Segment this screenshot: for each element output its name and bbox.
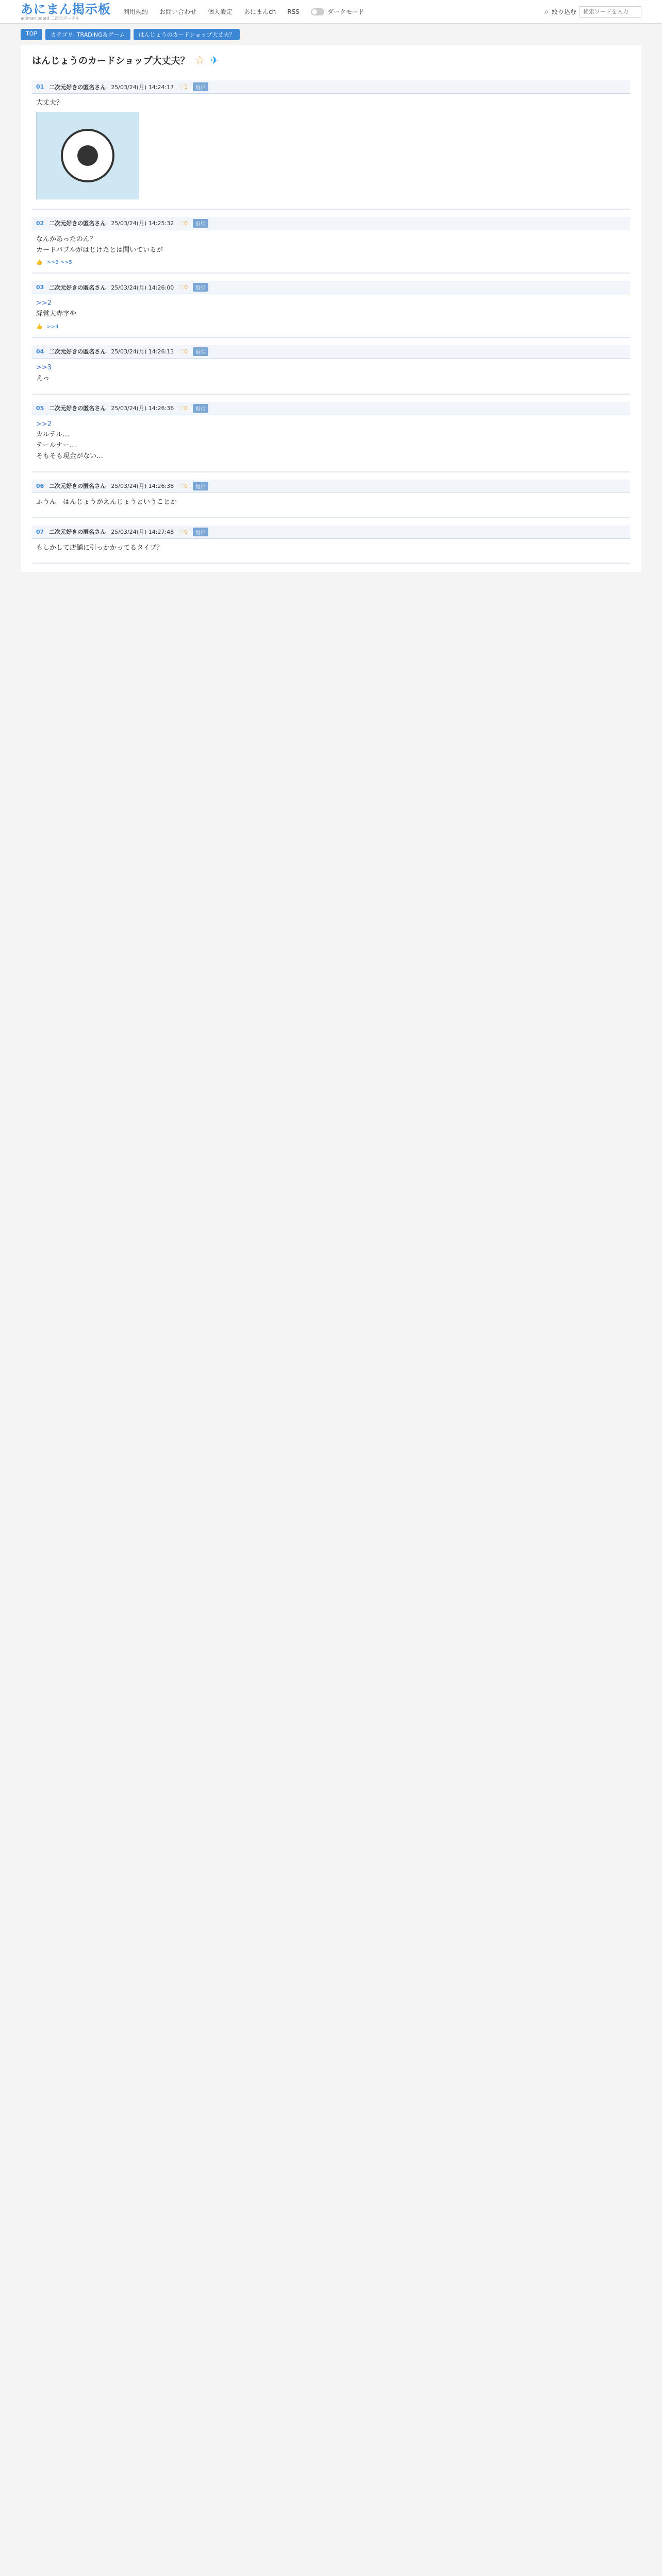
- dark-mode-toggle[interactable]: [311, 7, 365, 16]
- post: [32, 73, 630, 210]
- post-header: [32, 402, 630, 415]
- post-header: [32, 526, 630, 539]
- post-date: 25/03/24(月) 14:27:48: [111, 529, 174, 536]
- thread-container: [21, 45, 641, 572]
- post-header: [32, 345, 630, 359]
- search-icon[interactable]: ⌕: [544, 7, 549, 16]
- reply-button[interactable]: 返信: [193, 404, 208, 413]
- breadcrumb-thread[interactable]: はんじょうのカードショップ大丈夫？: [134, 29, 240, 40]
- post-body: [32, 359, 630, 386]
- thumbs-up-icon[interactable]: 👍: [36, 260, 43, 266]
- post-header: [32, 217, 630, 230]
- reply-links[interactable]: >>4: [46, 324, 59, 330]
- post-line[interactable]: >>2: [36, 299, 52, 308]
- post-author: 二次元好きの匿名さん: [49, 529, 106, 536]
- like-count[interactable]: ♡0: [179, 284, 188, 291]
- nav-settings[interactable]: 個人設定: [208, 8, 233, 15]
- nav-animanch[interactable]: あにまんch: [244, 8, 276, 15]
- post-number[interactable]: 05: [36, 404, 44, 412]
- post-header: [32, 80, 630, 94]
- like-count[interactable]: ♡1: [179, 83, 188, 90]
- post-author: 二次元好きの匿名さん: [49, 348, 106, 355]
- post-list: [32, 73, 630, 564]
- dark-mode-label: ダークモード: [327, 8, 365, 15]
- breadcrumb-top[interactable]: TOP: [21, 29, 42, 40]
- post-line: テールナー…: [36, 442, 76, 450]
- reply-button[interactable]: 返信: [193, 82, 208, 91]
- post: [32, 274, 630, 338]
- logo-text: あにまん掲示板: [21, 2, 111, 16]
- post-body: [32, 539, 630, 556]
- post-line: 大丈夫？: [36, 99, 63, 107]
- nav-terms[interactable]: 利用規約: [123, 8, 148, 15]
- post-author: 二次元好きの匿名さん: [49, 220, 106, 227]
- post-line: そもそも現金がない…: [36, 452, 104, 460]
- post-body: [32, 415, 630, 464]
- post-number[interactable]: 04: [36, 348, 44, 355]
- site-header: [0, 0, 662, 24]
- post-line: もしかして店舗に引っかかってるタイプ？: [36, 544, 163, 552]
- post-line[interactable]: >>2: [36, 420, 52, 428]
- toggle-switch[interactable]: [311, 8, 324, 15]
- post-line: カードバブルがはじけたとは聞いているが: [36, 246, 163, 254]
- like-count[interactable]: ♡0: [179, 219, 188, 227]
- post-author: 二次元好きの匿名さん: [49, 83, 106, 91]
- search-area: [544, 6, 641, 18]
- post: [32, 338, 630, 395]
- search-input[interactable]: [580, 6, 641, 18]
- logo-subtitle: animan board 二次元ポータル: [21, 15, 80, 21]
- post-author: 二次元好きの匿名さん: [49, 405, 106, 412]
- post-date: 25/03/24(月) 14:26:38: [111, 483, 174, 490]
- post-date: 25/03/24(月) 14:24:17: [111, 83, 174, 91]
- post-author: 二次元好きの匿名さん: [49, 284, 106, 291]
- post-date: 25/03/24(月) 14:25:32: [111, 220, 174, 227]
- post-body: [32, 94, 630, 201]
- nav-contact[interactable]: お問い合わせ: [159, 8, 197, 15]
- breadcrumb: [21, 29, 641, 40]
- nav-rss[interactable]: RSS: [287, 8, 300, 15]
- post-body: [32, 230, 630, 258]
- post-footer: [32, 322, 630, 330]
- post-body: [32, 294, 630, 322]
- post-date: 25/03/24(月) 14:26:13: [111, 348, 174, 355]
- search-label: 絞り込む: [551, 8, 576, 15]
- like-count[interactable]: ♡0: [179, 404, 188, 412]
- post-header: [32, 281, 630, 294]
- post-footer: [32, 258, 630, 265]
- post-number[interactable]: 02: [36, 219, 44, 227]
- post-line: なんかあったのん？: [36, 235, 96, 243]
- site-logo[interactable]: [21, 3, 111, 21]
- reply-button[interactable]: 返信: [193, 219, 208, 228]
- post: [32, 472, 630, 518]
- reply-button[interactable]: 返信: [193, 347, 208, 356]
- post-header: [32, 480, 630, 493]
- twitter-icon[interactable]: ✈: [210, 54, 219, 66]
- post-date: 25/03/24(月) 14:26:00: [111, 284, 174, 291]
- reply-links[interactable]: >>3 >>5: [46, 260, 72, 266]
- post-line[interactable]: >>3: [36, 363, 52, 371]
- star-icon[interactable]: ☆: [194, 54, 205, 67]
- reply-button[interactable]: 返信: [193, 283, 208, 292]
- thumbs-up-icon[interactable]: 👍: [36, 324, 43, 330]
- top-nav: [123, 7, 364, 16]
- thread-title: [32, 54, 630, 67]
- post-body: [32, 493, 630, 510]
- post-line: えっ: [36, 374, 50, 382]
- post: [32, 210, 630, 274]
- post-number[interactable]: 01: [36, 83, 44, 90]
- post-date: 25/03/24(月) 14:26:36: [111, 405, 174, 412]
- like-count[interactable]: ♡0: [179, 348, 188, 355]
- thread-title-text: はんじょうのカードショップ大丈夫？: [32, 56, 190, 66]
- post-author: 二次元好きの匿名さん: [49, 483, 106, 490]
- post-number[interactable]: 07: [36, 528, 44, 535]
- post-number[interactable]: 06: [36, 482, 44, 489]
- post-image[interactable]: [36, 112, 139, 199]
- post-number[interactable]: 03: [36, 284, 44, 291]
- post: [32, 395, 630, 472]
- post: [32, 518, 630, 564]
- like-count[interactable]: ♡0: [179, 482, 188, 489]
- post-line: カルテル…: [36, 431, 70, 439]
- post-line: 経営大赤字や: [36, 310, 77, 318]
- reply-button[interactable]: 返信: [193, 482, 208, 490]
- reply-button[interactable]: 返信: [193, 528, 208, 536]
- post-line: ふうん はんじょうがえんじょうということか: [36, 498, 177, 506]
- like-count[interactable]: ♡0: [179, 528, 188, 535]
- breadcrumb-category[interactable]: カテゴリ: TRADING＆ゲーム: [45, 29, 130, 40]
